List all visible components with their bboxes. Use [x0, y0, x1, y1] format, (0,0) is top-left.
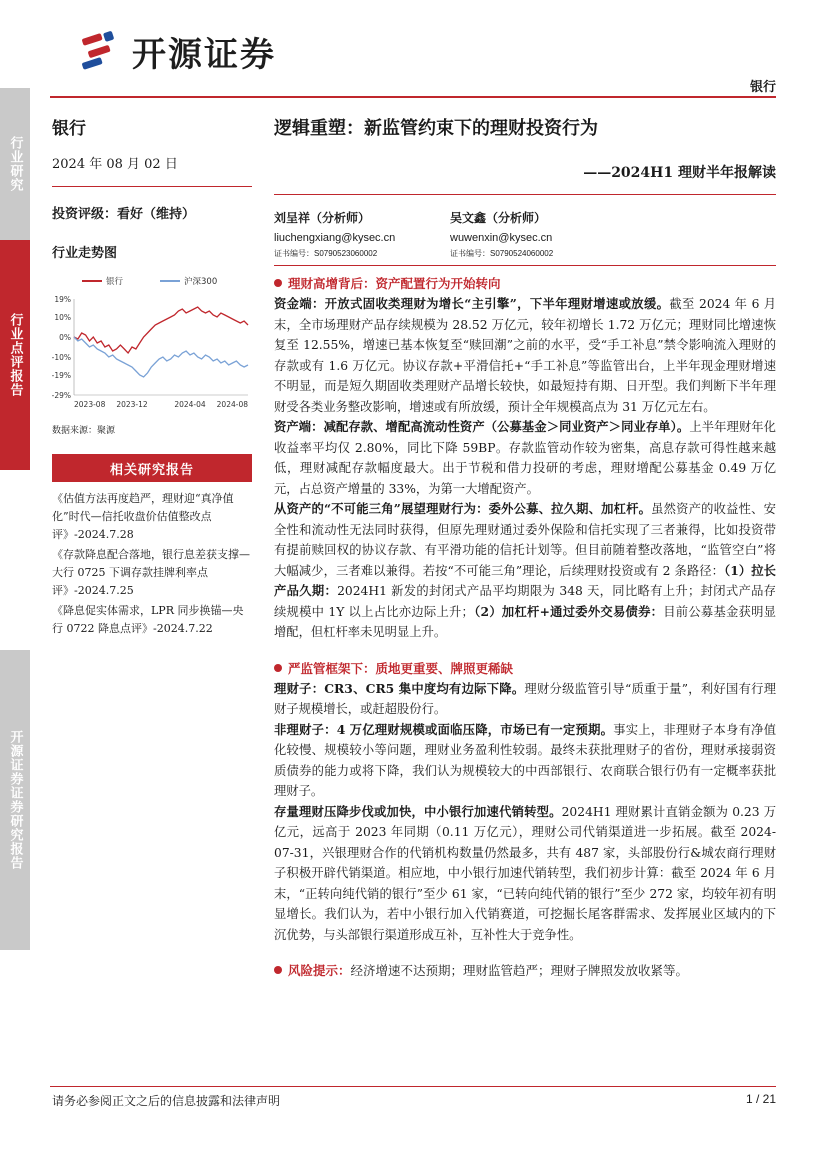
analyst-email-link[interactable]: wuwenxin@kysec.cn [450, 232, 553, 244]
header-divider [50, 96, 776, 98]
report-subtitle: ——2024H1 理财半年报解读 [583, 165, 776, 181]
left-divider [52, 186, 252, 187]
section-heading-text: 理财高增背后：资产配置行为开始转向 [288, 276, 501, 291]
related-report-link[interactable]: 《降息促实体需求，LPR 同步换锚—央行 0722 降息点评》-2024.7.22 [52, 604, 244, 635]
risk-heading [274, 961, 776, 981]
x-tick-label: 2023-08 [74, 400, 106, 409]
logo-text: 开源证券 [132, 34, 276, 75]
paragraph-body: 虽然资产的收益性、安全性和流动性无法同时获得，但原先理财通过委外保险和信托实现了三者兼得，比如投资带有提前赎回权的协议存款、有平滑功能的信托计划等。但目前随着整改落地，“监管空白”将大幅减少，三者难以兼得。若按“不可能三角”理论，后续理财投资或有 2 条路径： [274, 502, 776, 578]
paragraph [274, 802, 776, 946]
trend-chart [52, 269, 252, 419]
path-body: 目前公募基金获明显增配，但杠杆率未见明显上升。 [274, 604, 776, 639]
side-label-report-type: 行业点评报告 [0, 240, 30, 470]
y-tick-label: -10% [52, 353, 71, 362]
paragraph [274, 417, 776, 499]
paragraph-lead: 理财子：CR3、CR5 集中度均有边际下降。 [274, 680, 525, 696]
investment-rating: 投资评级：看好（维持） [52, 207, 196, 222]
legend-label: 沪深300 [184, 277, 218, 287]
analyst-name: 刘呈祥（分析师） [274, 211, 371, 225]
paragraph [274, 294, 776, 417]
footer-disclaimer: 请务必参阅正文之后的信息披露和法律声明 [52, 1094, 281, 1108]
related-reports-list [52, 490, 252, 638]
related-reports-header: 相关研究报告 [52, 454, 252, 482]
paragraph [274, 679, 776, 720]
analyst-cert: 证书编号：S0790524060002 [450, 249, 554, 258]
main-content [274, 114, 776, 981]
related-report-link[interactable]: 《估值方法再度趋严，理财迎“真净值化”时代—信托收盘价估值整改点评》-2024.7.28 [52, 492, 234, 541]
paragraph-lead: 资产端：减配存款、增配高流动性资产（公募基金＞同业资产＞同业存单）。 [274, 419, 690, 434]
bullet-dot-icon [274, 664, 282, 672]
bullet-dot-icon [274, 279, 282, 287]
sector-title: 银行 [52, 119, 86, 139]
analyst-divider [274, 265, 776, 266]
risk-text: 经济增速不达预期；理财监管趋严；理财子牌照发放收紧等。 [350, 963, 689, 978]
report-date: 2024 年 08 月 02 日 [52, 157, 178, 172]
section-heading-text: 严监管框架下：质地更重要、牌照更稀缺 [288, 660, 514, 676]
x-tick-label: 2024-08 [216, 400, 248, 409]
trend-chart-title: 行业走势图 [52, 246, 118, 261]
paragraph-body: 理财分级监管引导“质重于量”，利好国有行理财子规模增长，或赶超股份行。 [274, 681, 776, 716]
analyst-email-link[interactable]: liuchengxiang@kysec.cn [274, 232, 396, 244]
data-source: 数据来源：聚源 [52, 426, 116, 436]
footer-divider [50, 1086, 776, 1087]
series-line-bank [74, 307, 248, 353]
analyst-name: 吴文鑫（分析师） [450, 211, 547, 225]
path-body: 2024H1 新发的封闭式产品平均期限为 348 天，同比略有上升；封闭式产品存续规模中 1Y 以上占比亦边际上升； [274, 584, 776, 619]
y-tick-label: -29% [52, 391, 71, 400]
x-tick-label: 2024-04 [174, 400, 206, 409]
paragraph-body: 2024H1 理财累计直销金额为 0.23 万亿元，远高于 2023 年同期（0.11 万亿元），理财公司代销渠道进一步拓展。截至 2024-07-31，兴银理财合作的代销机构数量仍然最多，共有 487 家，头部股份行&城农商行理财子积极开辟代销渠道。相应地，中小银行加速代销转型，我们初步计算：截至 2024 年 6 月末，“正转向纯代销的银行”至少 61 家，“已转向纯代销的银行”至少 272 家，均较年初有明显增长。我们认为，若中小银行加入代销赛道，可挖掘长尾客群需求、发挥展业区域内的下沉优势，与头部银行渠道形成互补，互补性大于竞争性。 [274, 804, 776, 942]
side-label-brand: 开源证券证券研究报告 [0, 650, 30, 950]
side-label-industry-research: 行业研究 [0, 88, 30, 240]
side-band [0, 88, 30, 950]
paragraph-body: 截至 2024 年 6 月末，全市场理财产品存续规模为 28.52 万亿元，较年初增长 1.72 万亿元；理财同比增速恢复至 12.55%，增速已基本恢复至“赎回潮”之前的水平，受“手工补息”禁令影响流入理财的存款或有 1.6 万亿元。协议存款+平滑信托+“手工补息”等监管出台，上半年现金理财增速不明显，而是短久期固收类理财产品增长较快，如最短持有期、日开型。我们判断下半年理财受各类业务整改影响，增速或有所放缓，预计全年规模高点为 31 万亿元左右。 [274, 297, 776, 414]
report-title: 逻辑重塑：新监管约束下的理财投资行为 [274, 118, 598, 139]
path-label: （1）拉长产品久期： [274, 562, 776, 598]
risk-label: 风险提示： [288, 963, 351, 978]
related-report-link[interactable]: 《存款降息配合落地，银行息差获支撑—大行 0725 下调存款挂牌利率点评》-2024.7.25 [52, 548, 250, 597]
y-tick-label: -19% [52, 371, 71, 380]
legend-label: 银行 [106, 277, 124, 287]
paragraph-lead: 存量理财压降步伐或加快，中小银行加速代销转型。 [274, 803, 562, 819]
paragraph-lead: 从资产的“不可能三角”展望理财行为：委外公募、拉久期、加杠杆。 [274, 501, 652, 516]
page-number: 1 / 21 [745, 1092, 776, 1106]
paragraph [274, 720, 776, 802]
header-sector-tag: 银行 [749, 80, 776, 95]
bullet-dot-icon [274, 966, 282, 974]
analyst-card [450, 209, 626, 259]
x-tick-label: 2023-12 [116, 400, 148, 409]
y-tick-label: 0% [59, 333, 71, 342]
y-tick-label: 10% [54, 313, 71, 322]
series-line-hs300 [74, 337, 248, 377]
company-logo [78, 26, 276, 76]
title-divider [274, 194, 776, 195]
trend-chart-svg [52, 269, 252, 419]
path-label: （2）加杠杆+通过委外交易债券： [473, 603, 664, 619]
paragraph-lead: 资金端：开放式固收类理财为增长“主引擎”，下半年理财增速或放缓。 [274, 296, 670, 311]
paragraph-body: 上半年理财年化收益率平均仅 2.80%，同比下降 59BP。存款监管动作较为密集，高息存款可得性越来越低，理财减配存款幅度最大。出于节税和借力投研的考虑，理财增配公募基金 0.49 万亿元，占总资产增量的 33%，为第一大增配资产。 [274, 420, 776, 496]
analyst-list [274, 209, 776, 259]
paragraph-body: 事实上，非理财子本身有净值化较慢、规模较小等问题，理财业务盈利性较弱。最终未获批理财子的省份，理财承接弱资质债券的能力或将下降，我们认为规模较大的中西部银行、农商联合银行仍有一定概率获批理财子。 [274, 722, 776, 798]
section-heading [274, 274, 776, 294]
paragraph [274, 499, 776, 643]
y-tick-label: 19% [54, 295, 71, 304]
logo-mark-icon [78, 28, 124, 74]
paragraph-lead: 非理财子：4 万亿理财规模或面临压降，市场已有一定预期。 [274, 721, 614, 737]
left-sidebar [52, 114, 252, 640]
analyst-cert: 证书编号：S0790523060002 [274, 249, 378, 258]
analyst-card [274, 209, 450, 259]
section-heading [274, 659, 776, 679]
